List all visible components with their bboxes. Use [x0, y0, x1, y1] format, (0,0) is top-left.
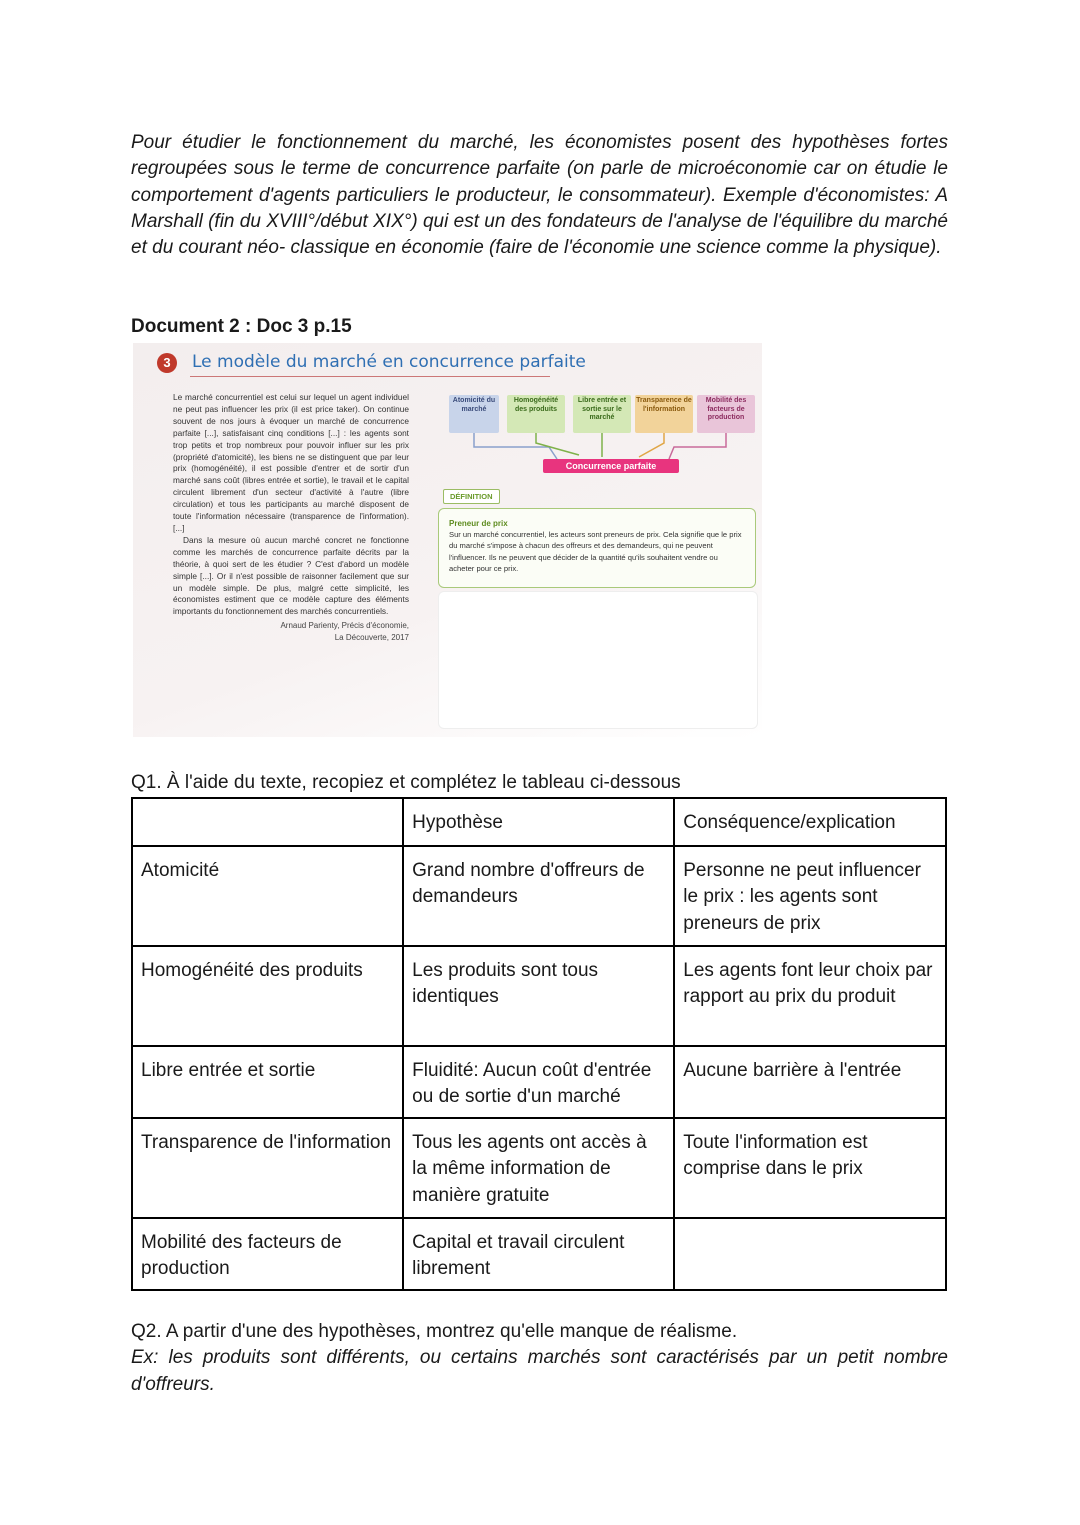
table-cell: Atomicité [132, 846, 403, 946]
scan-number-badge: 3 [157, 353, 177, 373]
intro-paragraph: Pour étudier le fonctionnement du marché, les économistes posent des hypothèses fortes regroupées sous le terme de concurrence parfaite (on parle de microéconomie car on étudie le comportement d'agents particuliers le producteur, le consommateur). Exemple d'économistes: A Marshall (fin du XVIII°/début XIX°) qui est un des fondateurs de l'analyse de l'équilibre du marché et du courant néo- classique en économie (faire de l'économie une science comme la physique). [131, 132, 948, 259]
question-2 [131, 1319, 948, 1398]
table-header-cell [132, 798, 403, 846]
scan-body-text [173, 392, 409, 722]
question-2-prompt: Q2. A partir d'une des hypothèses, montrez qu'elle manque de réalisme. [131, 1321, 738, 1342]
scan-title: Le modèle du marché en concurrence parfaite [192, 352, 586, 372]
concept-diagram [449, 395, 759, 495]
table-cell: Les produits sont tous identiques [403, 946, 674, 1046]
table-cell: Aucune barrière à l'entrée [674, 1046, 946, 1118]
question-1: Q1. À l'aide du texte, recopiez et complétez le tableau ci-dessous [131, 772, 681, 793]
scan-paragraph-2: Dans la mesure où aucun marché concret ne fonctionne comme les marchés de concurrence parfaite décrits par la théorie, à quoi sert de les étudier ? C'est d'abord un modèle simple [...]. Or il n'est possible de raisonner facilement que sur un modèle simple. De plus, malgré cette simplicité, les économistes estiment que ce modèle capture des éléments importants du fonctionnement des marchés concurrentiels. [173, 534, 409, 617]
diagram-box-transparence: Transparence de l'information [635, 395, 693, 433]
definition-box [438, 508, 756, 588]
table-cell: Capital et travail circulent librement [403, 1218, 674, 1290]
table-row [132, 1218, 946, 1290]
table-cell: Toute l'information est comprise dans le prix [674, 1118, 946, 1218]
scan-paragraph-1: Le marché concurrentiel est celui sur lequel un agent individuel ne peut pas influencer les prix (il est price taker). On continue souvent de nos jours à évoquer un marché de concurrence parfaite [...], satisfaisant cinq conditions [...] : les agents sont trop petits et trop nombreux pour pouvoir influer sur les prix (propriété d'atomicité), les biens ne se distinguent que par leur prix (homogénéité), il est possible d'entrer et de sortir d'un marché sans coût (libres entrée et sortie), le travail et le capital circulent librement d'un secteur d'activité à l'autre (libre circulation) et tous les participants au marché disposent de toute l'information nécessaire (transparence de l'information). [...] [173, 392, 409, 533]
table-cell: Mobilité des facteurs de production [132, 1218, 403, 1290]
table-row [132, 846, 946, 946]
table-cell: Transparence de l'information [132, 1118, 403, 1218]
table-row [132, 1046, 946, 1118]
table-row [132, 946, 946, 1046]
definition-term: Preneur de prix [449, 519, 508, 528]
diagram-box-atomicite: Atomicité du marché [449, 395, 499, 433]
table-row [132, 1118, 946, 1218]
question-2-example: Ex: les produits sont différents, ou certains marchés sont caractérisés par un petit nombre d'offreurs. [131, 1347, 948, 1395]
diagram-box-homogeneite: Homogénéité des produits [507, 395, 565, 433]
table-header-cell: Conséquence/explication [674, 798, 946, 846]
scan-source-publisher: La Découverte, 2017 [334, 633, 409, 643]
table-header-cell: Hypothèse [403, 798, 674, 846]
table-cell [674, 1218, 946, 1290]
table-cell: Les agents font leur choix par rapport au prix du produit [674, 946, 946, 1046]
diagram-central-concept: Concurrence parfaite [543, 459, 679, 473]
hypotheses-table [131, 797, 947, 1291]
document-heading: Document 2 : Doc 3 p.15 [131, 316, 352, 337]
definition-tag: DÉFINITION [443, 489, 500, 504]
table-cell: Grand nombre d'offreurs de demandeurs [403, 846, 674, 946]
scan-title-underline [190, 376, 550, 377]
table-cell: Fluidité: Aucun coût d'entrée ou de sortie d'un marché [403, 1046, 674, 1118]
definition-body: Sur un marché concurrentiel, les acteurs sont preneurs de prix. Cela signifie que le prix du marché s'impose à chacun des offreurs et des demandeurs, qui ne peuvent l'influencer. Ils ne peuvent que décider de la quantité qu'ils souhaitent vendre ou acheter pour ce prix. [449, 530, 742, 574]
diagram-box-libre-entree: Libre entrée et sortie sur le marché [573, 395, 631, 433]
blank-panel [438, 591, 758, 729]
scan-source [173, 620, 409, 644]
table-cell: Libre entrée et sortie [132, 1046, 403, 1118]
scan-source-author: Arnaud Parienty, Précis d'économie, [280, 621, 409, 631]
table-cell: Personne ne peut influencer le prix : les agents sont preneurs de prix [674, 846, 946, 946]
textbook-scan [133, 343, 762, 737]
table-header-row [132, 798, 946, 846]
table-cell: Tous les agents ont accès à la même information de manière gratuite [403, 1118, 674, 1218]
diagram-box-mobilite: Mobilité des facteurs de production [697, 395, 755, 433]
table-cell: Homogénéité des produits [132, 946, 403, 1046]
